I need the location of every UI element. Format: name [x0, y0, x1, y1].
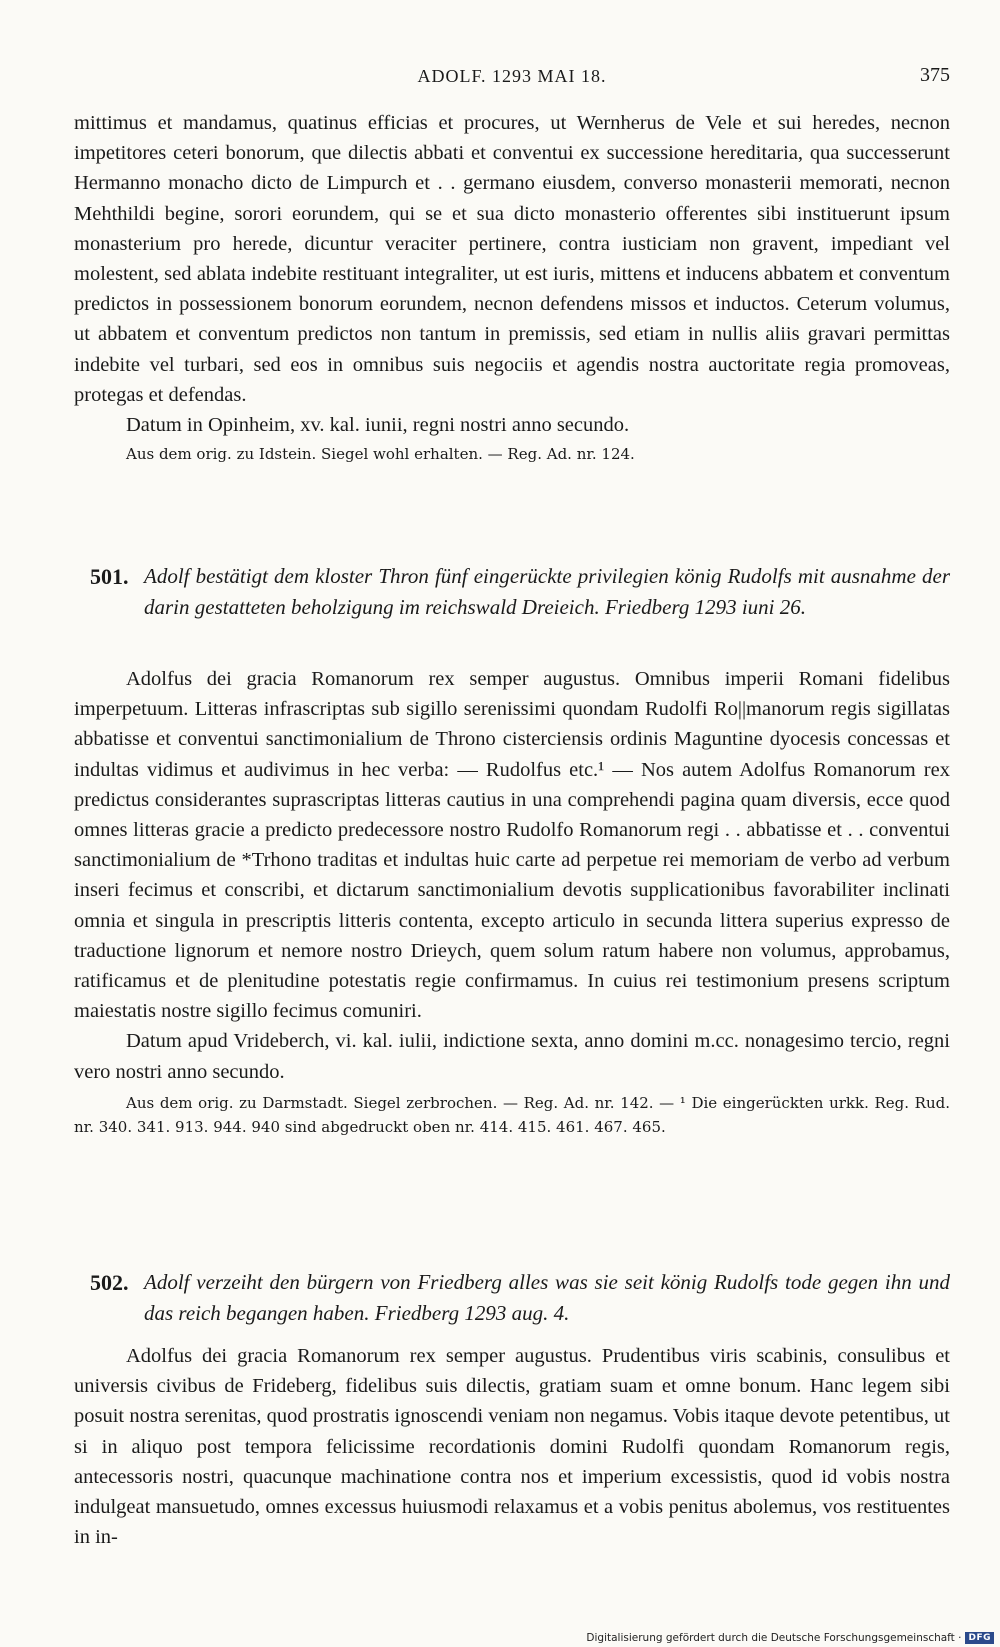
document-501-title: Adolf bestätigt dem kloster Thron fünf eingerückte privilegien könig Rudolfs mit ausnahme der darin gestatteten beholzigung im reichswald Dreieich. Friedberg 1293 iuni 26. — [144, 564, 950, 619]
document-502-title: Adolf verzeiht den bürgern von Friedberg alles was sie seit könig Rudolfs tode gegen ihn und das reich begangen haben. Friedberg 1293 aug. 4. — [144, 1270, 950, 1325]
document-501-datum: Datum apud Vrideberch, vi. kal. iulii, indictione sexta, anno domini m.cc. nonagesimo tercio, regni vero nostri anno secundo. — [74, 1030, 950, 1083]
document-501 — [74, 664, 950, 1139]
document-500-datum: Datum in Opinheim, xv. kal. iunii, regni nostri anno secundo. — [126, 414, 630, 437]
document-502-body: Adolfus dei gracia Romanorum rex semper augustus. Prudentibus viris scabinis, consulibus et universis civibus de Frideberg, fidelibus suis dilectis, gratiam suam et omne bonum. Hanc legem sibi posuit nostra serenitas, quod prostratis ignoscendi veniam non negamus. Vobis itaque devote petentibus, ut si in aliquo post tempora felicissime recordationis domini Rudolfi quondam Romanorum regis, antecessoris nostri, quacunque machinatione contra nos et imperium excessistis, quod id vobis nostra indulgeat mansuetudo, omnes excessus huiusmodi relaxamus et a vobis penitus abolemus, vos restituentes in in- — [74, 1345, 950, 1549]
running-header — [74, 62, 950, 92]
document-501-number: 501. — [90, 564, 129, 589]
document-501-heading — [74, 561, 950, 623]
document-500-continuation — [74, 108, 950, 466]
footer-text: Digitalisierung gefördert durch die Deutsche Forschungsgemeinschaft · — [586, 1632, 962, 1644]
running-title: ADOLF. 1293 MAI 18. — [417, 66, 607, 86]
document-502-heading — [74, 1267, 950, 1329]
digitization-footer — [586, 1632, 994, 1644]
page-number: 375 — [920, 64, 950, 86]
document-502-number: 502. — [90, 1270, 129, 1295]
document-501-body: Adolfus dei gracia Romanorum rex semper augustus. Omnibus imperii Romani fidelibus imperpetuum. Litteras infrascriptas sub sigillo serenissimi quondam Rudolfi Ro||manorum regis sigillatas abbatisse et conventui sanctimonialium de Throno cisterciensis ordinis Maguntine dyocesis concessas et indultas vidimus et audivimus in hec verba: — Rudolfus etc.¹ — Nos autem Adolfus Romanorum rex predictus considerantes suprascriptas litteras cautius in una comprehendi pagina quam diversis, ecce quod omnes litteras gracie a predicto predecessore nostro Rudolfo Romanorum regi . . abbatisse et . . conventui sanctimonialium de *Trhono traditas et indultas huic carte ad perpetue rei memoriam de verbo ad verbum inseri fecimus et conscribi, et dictarum sanctimonialium devotis supplicationibus favorabiliter inclinati omnia et singula in prescriptis litteris contenta, excepto articulo in secunda littera superius expresso de traductione lignorum et nemore nostro Drieych, quem solum ratum habere non volumus, approbamus, ratificamus et de plenitudine potestatis regie confirmamus. In cuius rei testimonium presens scriptum maiestatis nostre sigillo fecimus comuniri. — [74, 668, 950, 1023]
document-500-note: Aus dem orig. zu Idstein. Siegel wohl erhalten. — Reg. Ad. nr. 124. — [126, 445, 635, 464]
document-501-note: Aus dem orig. zu Darmstadt. Siegel zerbrochen. — Reg. Ad. nr. 142. — ¹ Die eingerückten urkk. Reg. Rud. nr. 340. 341. 913. 944. 940 sind abgedruckt oben nr. 414. 415. 461. 467. 465. — [74, 1093, 950, 1136]
document-500-body: mittimus et mandamus, quatinus efficias et procures, ut Wernherus de Vele et sui heredes, necnon impetitores ceteri bonorum, que dilectis abbati et conventui ex successione hereditaria, qua successerunt Hermanno monacho dicto de Limpurch et . . germano eiusdem, converso monasterii memorati, necnon Mehthildi begine, sorori eorundem, qui se et sua dicto monasterio offerentes sibi instituerunt ipsum monasterium pro herede, dicuntur veraciter pertinere, contra iusticiam non gravent, impediant vel molestent, sed ablata indebite restituant integraliter, ut est iuris, mittens et inducens abbatem et conventum predictos in possessionem bonorum eorundem, necnon defendens missos et inductos. Ceterum volumus, ut abbatem et conventum predictos non tantum in premissis, sed etiam in nullis aliis gravari permittas indebite vel turbari, sed eos in omnibus suis negociis et agendis nostra auctoritate regia promoveas, protegas et defendas. — [74, 112, 950, 406]
document-502 — [74, 1341, 950, 1552]
dfg-logo: DFG — [965, 1632, 994, 1644]
